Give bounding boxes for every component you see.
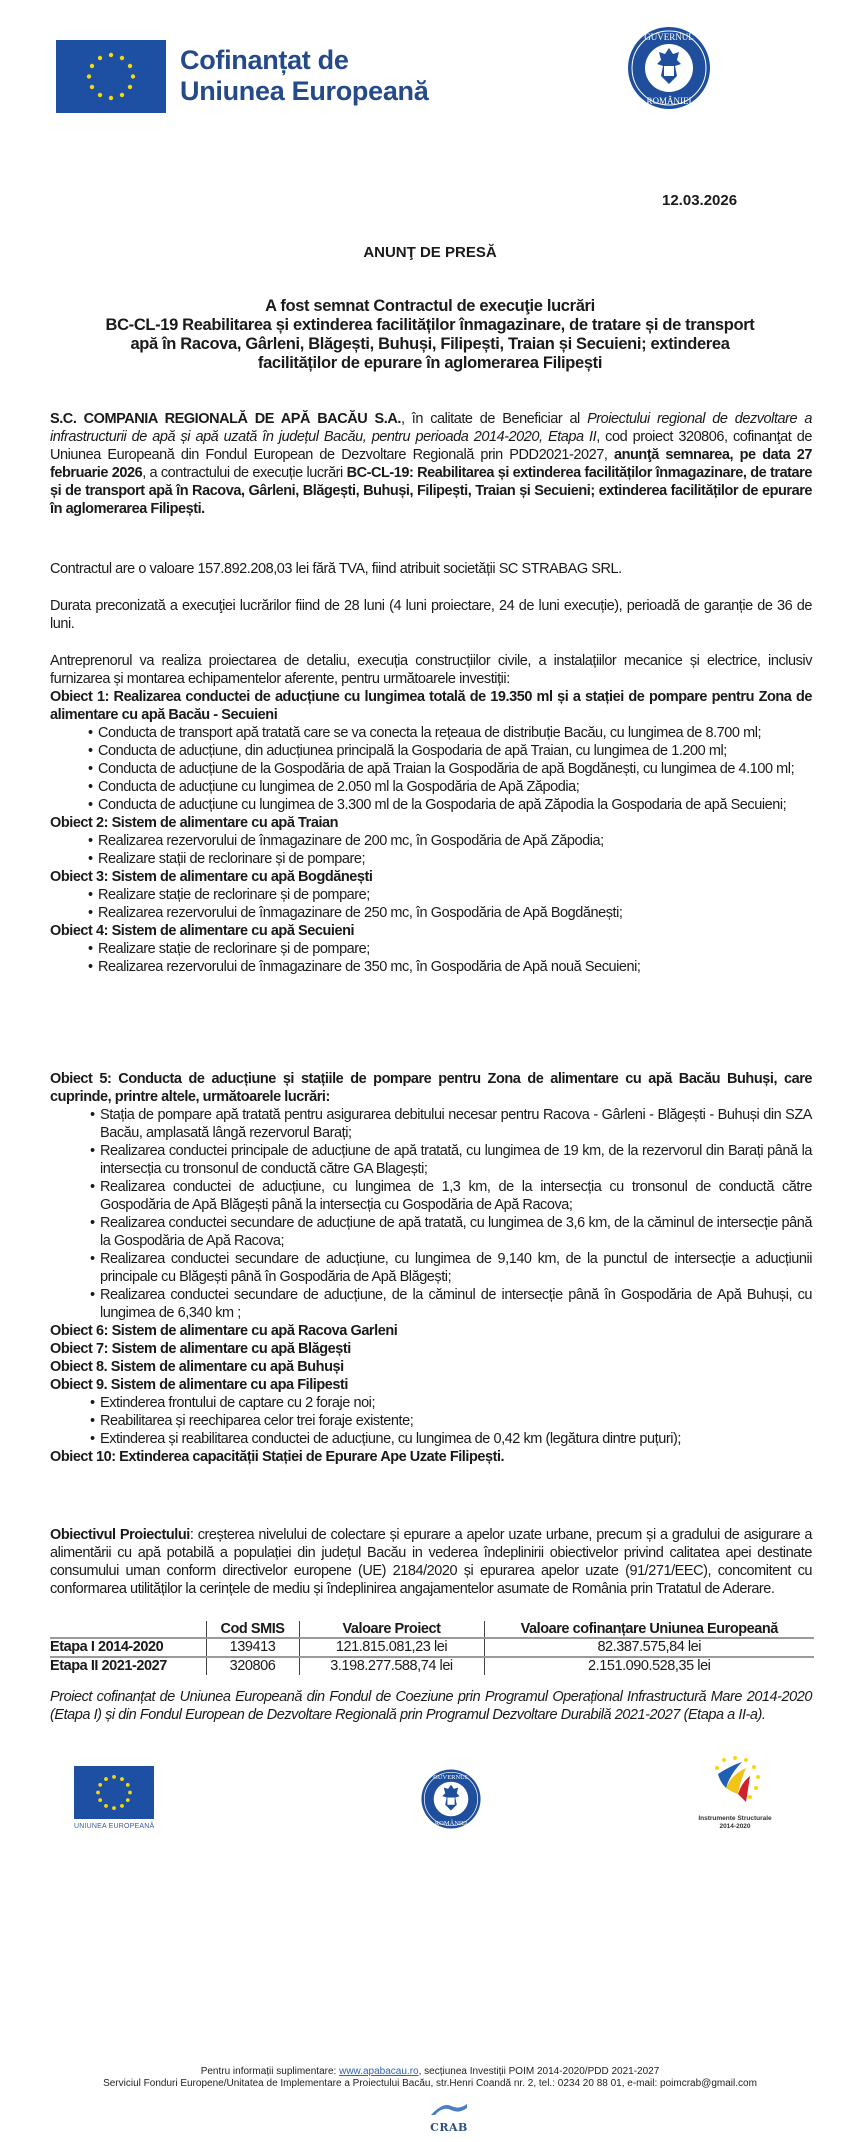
list-item: • Conducta de aducțiune de la Gospodăria de apă Traian la Gospodăria de apă Bogdănești, cu lungimea de 4.100 ml; — [90, 760, 812, 778]
financing-table-wrapper — [50, 1621, 814, 1675]
table-cell: 320806 — [206, 1657, 299, 1675]
government-seal-logo — [626, 24, 712, 112]
footer-text: Pentru informații suplimentare: — [200, 2066, 340, 2077]
headline-line: facilităților de epurare în aglomerarea Filipești — [257, 354, 603, 372]
svg-text:GUVERNUL: GUVERNUL — [433, 1773, 469, 1781]
table-cell: Etapa I 2014-2020 — [50, 1638, 206, 1657]
object-block — [50, 1376, 812, 1448]
object-block — [50, 1070, 812, 1322]
object-block — [50, 688, 812, 814]
website-link[interactable]: www.apabacau.ro — [339, 2066, 419, 2077]
funding-note: Proiect cofinanțat de Uniunea Europeană din Fondul de Coeziune prin Programul Operațional Infrastructură Mare 2014-2020 (Etapa I) și din Fondul European de Dezvoltare Regională prin Programul Dezvoltare Durabilă 2021-2027 (Etapa a II-a). — [50, 1689, 812, 1723]
list-item: • Realizare stație de reclorinare și de pompare; — [90, 940, 812, 958]
announcement-date: anunţă semnarea, pe data 27 februarie 2026 — [50, 447, 812, 481]
intro-text: , în calitate de Beneficiar al — [400, 411, 588, 427]
objects-list-1-4 — [50, 688, 812, 976]
list-item: • Conducta de aducțiune cu lungimea de 2.050 ml la Gospodăria de Apă Zăpodia; — [90, 778, 812, 796]
list-item: • Extinderea și reabilitarea conductei de aducțiune, cu lungimea de 0,42 km (legătura dintre puțuri); — [92, 1430, 812, 1448]
footer-line-1 — [0, 2066, 860, 2078]
table-header: Valoare Proiect — [299, 1621, 484, 1638]
list-item: • Realizarea rezervorului de înmagazinare de 350 mc, în Gospodăria de Apă nouă Secuieni; — [90, 958, 812, 976]
structural-instruments-caption — [690, 1815, 780, 1831]
object-title: Obiect 1: Realizarea conductei de aducțiune cu lungimea totală de 19.350 ml și a stației de pompare pentru Zona de alimentare cu apă Bacău - Secuieni — [50, 689, 812, 723]
svg-text:GUVERNUL: GUVERNUL — [644, 32, 694, 42]
duration-paragraph: Durata preconizată a execuţiei lucrărilor fiind de 28 luni (4 luni proiectare, 24 de luni execuție), perioadă de garanție de 36 de luni. — [50, 598, 812, 632]
contract-value-paragraph: Contractul are o valoare 157.892.208,03 lei fără TVA, fiind atribuit societății SC STRABAG SRL. — [50, 561, 622, 577]
table-cell: 82.387.575,84 lei — [484, 1638, 814, 1657]
press-date: 12.03.2026 — [662, 192, 738, 209]
footer-text: , secțiunea Investiții POIM 2014-2020/PDD 2021-2027 — [418, 2066, 660, 2077]
eu-stars-icon — [74, 1766, 154, 1819]
list-item: • Realizarea rezervorului de înmagazinare de 250 mc, în Gospodăria de Apă Bogdănești; — [90, 904, 812, 922]
footer-line-2: Serviciul Fonduri Europene/Unitatea de Implementare a Proiectului Bacău, str.Henri Coandă nr. 2, tel.: 0234 20 88 01, e-mail: poimcrab@gmail.com — [103, 2078, 757, 2089]
list-item: • Reabilitarea și reechiparea celor trei foraje existente; — [92, 1412, 812, 1430]
romanian-government-seal-icon — [626, 24, 712, 112]
object-items — [50, 724, 812, 814]
table-cell: 121.815.081,23 lei — [299, 1638, 484, 1657]
caption-line: 2014-2020 — [719, 1823, 751, 1830]
list-item: • Conducta de transport apă tratată care se va conecta la rețeaua de distribuție Bacău, cu lungimea de 8.700 ml; — [90, 724, 812, 742]
svg-text:ROMÂNIEI: ROMÂNIEI — [434, 1819, 468, 1827]
instrumente-structurale-logo — [690, 1752, 780, 1831]
cofinanced-line1: Cofinanțat de — [180, 45, 349, 75]
contract-title: BC-CL-19: Reabilitarea și extinderea facilităților înmagazinare, de tratare și de transport apă în Racova, Gârleni, Blăgești, Buhuși, Filipești, Traian și Secuieni; extinderea facilităților de epurare în aglomerarea Filipești. — [50, 465, 812, 517]
object-title: Obiect 3: Sistem de alimentare cu apă Bogdănești — [50, 869, 373, 885]
object-title: Obiect 9. Sistem de alimentare cu apa Filipesti — [50, 1377, 348, 1393]
romanian-government-seal-icon — [420, 1766, 482, 1832]
financing-table — [50, 1621, 814, 1675]
list-item: • Realizarea rezervorului de înmagazinare de 200 mc, în Gospodăria de Apă Zăpodia; — [90, 832, 812, 850]
scope-intro-paragraph: Antreprenorul va realiza proiectarea de detaliu, execuția construcțiilor civile, a instalațiilor mecanice și electrice, inclusiv furnizarea și montarea echipamentelor aferente, pentru următoarele investiții: — [50, 653, 812, 687]
object-items — [50, 1106, 812, 1322]
table-row — [50, 1638, 814, 1657]
table-row — [50, 1657, 814, 1675]
headline-line: apă în Racova, Gârleni, Blăgești, Buhuși, Filipești, Traian și Secuieni; extinderea — [130, 335, 730, 353]
headline-line: BC-CL-19 Reabilitarea și extinderea facilităților înmagazinare, de tratare și de transport — [105, 316, 755, 334]
object-title: Obiect 10: Extinderea capacității Stației de Epurare Ape Uzate Filipești. — [50, 1449, 505, 1465]
list-item: • Conducta de aducțiune, din aducțiunea principală la Gospodaria de apă Traian, cu lungimea de 1.200 ml; — [90, 742, 812, 760]
crab-logo-text: CRAB — [430, 2121, 468, 2134]
list-item: • Realizare stație de reclorinare și de pompare; — [90, 886, 812, 904]
objective-text: : creșterea nivelului de colectare și epurare a apelor uzate urbane, precum și a gradului de asigurare a alimentării cu apă potabilă a populației din județul Bacău in vederea îndeplinirii obiectivelor privind calitatea apei destinate consumului uman conform directivelor europene (UE) 2184/2020 și epurarea apelor uzate (91/271/EEC), concomitent cu conformarea utilităților la cerințele de mediu și îndeplinirea angajamentelor asumate de România prin Tratatul de Aderare. — [50, 1527, 812, 1597]
object-items — [50, 1394, 812, 1448]
list-item: • Stația de pompare apă tratată pentru asigurarea debitului necesar pentru Racova - Gârleni - Blăgești - Buhuși din SZA Bacău, amplasată lângă rezervorul Barați; — [92, 1106, 812, 1142]
government-seal-logo-bottom — [420, 1766, 482, 1832]
intro-text: , cod proiect 320806, cofinanţat de Uniunea Europeană din Fondul European de Dezvoltare Regională prin PDD2021-2027, — [50, 429, 812, 463]
eu-flag-logo — [56, 40, 166, 113]
table-header-row — [50, 1621, 814, 1638]
eu-logo-caption: UNIUNEA EUROPEANĂ — [74, 1823, 155, 1830]
crab-logo — [424, 2100, 474, 2134]
structural-instruments-icon — [690, 1752, 780, 1810]
object-items — [50, 832, 812, 868]
object-items — [50, 886, 812, 922]
list-item: • Realizarea conductei de aducțiune, cu lungimea de 1,3 km, de la intersecția cu tronsonul de conductă către Gospodăria de Apă Blăgești până la intersecția cu Gospodăria de Apă Racova; — [92, 1178, 812, 1214]
list-item: • Realizarea conductei principale de aducțiune de apă tratată, cu lungimea de 19 km, de la rezervorul din Barați până la intersecția cu tronsonul de conductă către GA Blagești; — [92, 1142, 812, 1178]
headline — [50, 297, 810, 373]
object-title: Obiect 5: Conducta de aducțiune și stațiile de pompare pentru Zona de alimentare cu apă Bacău Buhuși, care cuprinde, printre altele, următoarele lucrări: — [50, 1071, 812, 1105]
list-item: • Realizarea conductei secundare de aducțiune de apă tratată, cu lungimea de 3,6 km, de la căminul de intersecție până la Gospodăria de Apă Racova; — [92, 1214, 812, 1250]
object-title: Obiect 7: Sistem de alimentare cu apă Blăgești — [50, 1341, 351, 1357]
list-item: • Realizarea conductei secundare de aducțiune, cu lungimea de 9,140 km, de la punctul de intersecție a aducțiunii principale cu Blăgești până în Gospodăria de Apă Blăgești; — [92, 1250, 812, 1286]
press-release-title: ANUNŢ DE PRESĂ — [363, 244, 497, 261]
objects-list-5-10 — [50, 1070, 812, 1466]
list-item: • Realizarea conductei secundare de aducțiune, de la căminul de intersecție până în Gospodăria de Apă Buhuși, cu lungimea de 6,340 km ; — [92, 1286, 812, 1322]
project-name: Proiectului regional de dezvoltare a infrastructurii de apă și apă uzată în județul Bacău, pentru perioada 2014-2020, Etapa II — [50, 411, 812, 445]
list-item: • Conducta de aducțiune cu lungimea de 3.300 ml de la Gospodaria de apă Zăpodia la Gospodaria de apă Secuieni; — [90, 796, 812, 814]
object-items — [50, 940, 812, 976]
cofinanced-line2: Uniunea Europeană — [180, 76, 429, 106]
object-title: Obiect 2: Sistem de alimentare cu apă Traian — [50, 815, 339, 831]
table-cell: 3.198.277.588,74 lei — [299, 1657, 484, 1675]
object-block — [50, 868, 812, 922]
caption-line: Instrumente Structurale — [698, 1815, 772, 1822]
objective-label: Obiectivul Proiectului — [50, 1527, 190, 1543]
table-header: Valoare cofinanțare Uniunea Europeană — [484, 1621, 814, 1638]
crab-wave-icon — [429, 2100, 469, 2116]
object-title: Obiect 6: Sistem de alimentare cu apă Racova Garleni — [50, 1323, 398, 1339]
headline-line: A fost semnat Contractul de execuţie lucrări — [265, 297, 595, 315]
table-cell: Etapa II 2021-2027 — [50, 1657, 206, 1675]
object-title: Obiect 8. Sistem de alimentare cu apă Buhuși — [50, 1359, 344, 1375]
object-block — [50, 814, 812, 868]
table-header — [50, 1621, 206, 1638]
company-name: S.C. COMPANIA REGIONALĂ DE APĂ BACĂU S.A. — [50, 411, 401, 427]
intro-paragraph — [50, 410, 812, 518]
object-block — [50, 922, 812, 976]
footer-contact — [0, 2066, 860, 2090]
table-header: Cod SMIS — [206, 1621, 299, 1638]
object-title: Obiect 4: Sistem de alimentare cu apă Secuieni — [50, 923, 355, 939]
table-cell: 139413 — [206, 1638, 299, 1657]
intro-text: , a contractului de execuție lucrări — [142, 465, 347, 481]
svg-text:ROMÂNIEI: ROMÂNIEI — [646, 96, 692, 106]
eu-cofinanced-text — [180, 45, 428, 107]
eu-flag-logo-bottom — [74, 1766, 154, 1819]
eu-stars-icon — [56, 40, 166, 113]
list-item: • Extinderea frontului de captare cu 2 foraje noi; — [92, 1394, 812, 1412]
table-cell: 2.151.090.528,35 lei — [484, 1657, 814, 1675]
project-objective-paragraph — [50, 1526, 812, 1598]
list-item: • Realizare stații de reclorinare și de pompare; — [90, 850, 812, 868]
